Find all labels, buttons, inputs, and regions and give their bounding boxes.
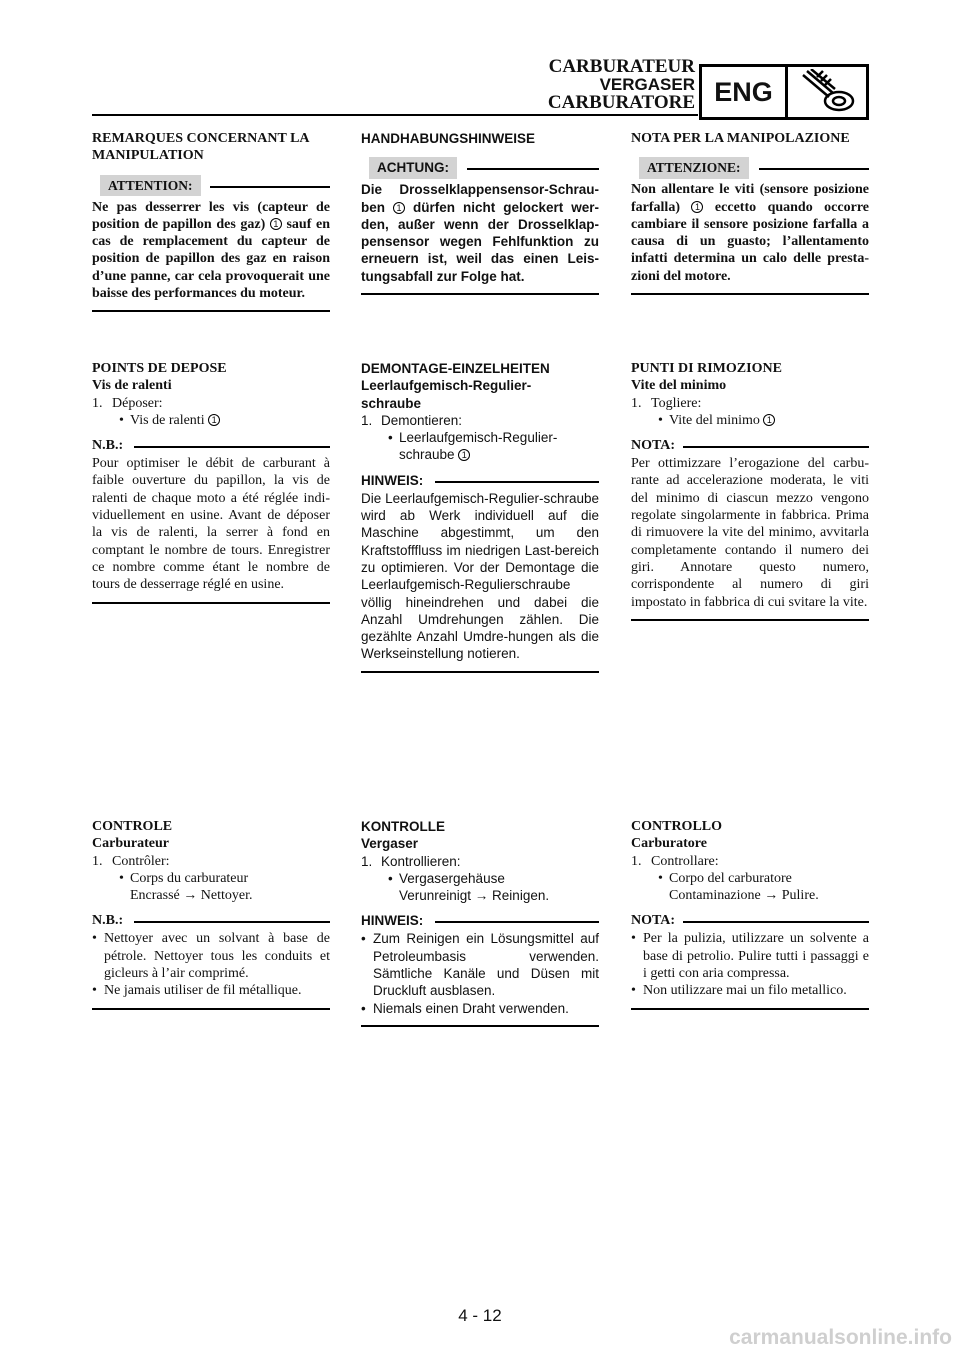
caution-text-b: sauf en cas de remplacement du capteur de position de papillon des gaz en raison d’une panne, car cela provoquerait une baisse des performances du moteur. — [92, 216, 330, 302]
step — [631, 853, 869, 870]
removal-fr-title: POINTS DE DEPOSE — [92, 361, 227, 376]
removal-de-subtitle: Leerlaufgemisch-Regulier-schraube — [361, 378, 532, 411]
handling-it-title: NOTA PER LA MANIPOLAZIONE — [631, 131, 850, 146]
note-bullet: • Niemals einen Draht verwenden. — [361, 1000, 569, 1016]
item-condition: Contaminazione → Pulire. — [669, 888, 819, 904]
removal-it — [631, 360, 869, 621]
note-bullet: • Zum Reinigen ein Lösungsmittel auf Petroleumbasis verwenden. Sämtliche Kanäle und Düsen mit Druckluft ausblasen. — [361, 931, 599, 999]
ref-marker: 1 — [393, 202, 405, 214]
ref-marker: 1 — [208, 414, 220, 426]
note-label: HINWEIS: — [361, 913, 424, 929]
note-label: NOTA: — [631, 438, 676, 454]
title-it: CARBURATORE — [547, 92, 695, 113]
note-text: Pour optimiser le débit de carburant à faible ouverture du papillon, la vis de ralenti de chaque moto a été réglée indi-viduellement en usine. Avant de déposer la vis de ralenti, la serrer à fond en comptant le nombre de tours. Enregistrer ce nombre comme étant le nombre de tours de desserrage réglé en usine. — [92, 456, 330, 593]
handling-fr-title: REMARQUES CONCERNANT LA MANIPULATION — [92, 131, 309, 164]
note-bullet: • Nettoyer avec un solvant à base de pétrole. Nettoyer tous les conduits et gicleurs à l’air comprimé. — [92, 931, 330, 982]
caution-text — [361, 181, 599, 285]
caution-label: ACHTUNG: — [369, 157, 457, 178]
note-rule — [435, 921, 599, 923]
note-bullet: • Per la pulizia, utilizzare un solvente a base di petrolio. Pulire tutti i passaggi e i getti con aria compressa. — [631, 931, 869, 982]
caution-label: ATTENZIONE: — [639, 157, 749, 178]
caution-header — [92, 165, 330, 195]
block-end-rule — [92, 1008, 330, 1010]
note-text: Per ottimizzare l’erogazione del carbu-rante ad accelerazione moderata, le viti del minimo di ciascun mezzo vengono regolate singolarmente in fabbrica. Prima di rimuovere la vite del minimo, avvitarla completamente contando il numero dei giri. Annotare questo numero, corrispondente al numero di giri impostato in fabbrica di cui svitare la vite. — [631, 456, 869, 610]
step — [631, 395, 869, 412]
note-bullet-text: Nettoyer avec un solvant à base de pétrole. Nettoyer tous les conduits et gicleurs à l’air comprimé. — [104, 931, 330, 982]
caution-text-a: Non allentare le viti (sensore posizione farfalla) — [631, 182, 869, 215]
bullet: • — [388, 430, 393, 446]
item-condition: Encrassé → Nettoyer. — [130, 888, 253, 904]
note-header — [631, 912, 869, 930]
bullet: • — [658, 412, 663, 428]
step-number: 1. — [92, 395, 103, 411]
ref-marker: 1 — [270, 218, 282, 230]
step — [361, 853, 599, 870]
item-text: Vis de ralenti — [130, 412, 205, 428]
page-number: 4 - 12 — [458, 1306, 502, 1325]
item-text: Vergasergehäuse — [399, 870, 505, 886]
block-end-rule — [361, 1025, 599, 1027]
block-end-rule — [92, 310, 330, 312]
step-number: 1. — [631, 395, 642, 411]
inspection-fr-title: CONTROLE — [92, 819, 173, 834]
removal-fr — [92, 360, 330, 604]
ref-marker: 1 — [763, 414, 775, 426]
caution-text — [631, 181, 869, 285]
note-label: N.B.: — [92, 438, 124, 454]
header-rule — [92, 114, 698, 116]
step-text: Déposer: — [112, 395, 163, 411]
step-item — [361, 870, 599, 887]
step-text: Contrôler: — [112, 853, 170, 869]
item-text: Leerlaufgemisch-Regulier-schraube — [399, 430, 558, 463]
note-rule — [134, 921, 330, 923]
removal-fr-subtitle: Vis de ralenti — [92, 378, 172, 394]
engine-icon — [788, 67, 866, 117]
item-text: Vite del minimo — [669, 412, 760, 428]
inspection-de-subtitle: Vergaser — [361, 836, 419, 852]
removal-it-subtitle: Vite del minimo — [631, 378, 727, 394]
bullet: • — [658, 870, 663, 886]
note-bullet: • Ne jamais utiliser de fil métallique. — [92, 983, 302, 999]
handling-it — [631, 130, 869, 295]
step-item — [92, 870, 330, 887]
note-label: N.B.: — [92, 913, 124, 929]
note-rule — [435, 481, 599, 483]
removal-de-title: DEMONTAGE-EINZELHEITEN — [361, 361, 550, 376]
note-bullet-text: Zum Reinigen ein Lösungsmittel auf Petroleumbasis verwenden. Sämtliche Kanäle und Düsen mit Druckluft ausblasen. — [373, 931, 599, 999]
caution-header — [361, 147, 599, 177]
note-label: HINWEIS: — [361, 472, 424, 488]
note-bullet-text: Per la pulizia, utilizzare un solvente a base di petrolio. Pulire tutti i passaggi e i getti con aria compressa. — [643, 931, 869, 982]
step-item — [361, 429, 599, 464]
item-text: Corpo del carburatore — [669, 870, 792, 886]
handling-de-title: HANDHABUNGSHINWEISE — [361, 131, 536, 146]
chapter-label: ENG — [702, 67, 788, 117]
inspection-it — [631, 818, 869, 1010]
note-bullet: • Non utilizzare mai un filo metallico. — [631, 983, 847, 999]
note-bullet-text: Ne jamais utiliser de fil métallique. — [104, 983, 302, 999]
step-number: 1. — [631, 853, 642, 869]
inspection-fr-subtitle: Carburateur — [92, 836, 169, 852]
caution-text-a: Die Drosselklappensensor-Schrau-ben — [361, 182, 599, 215]
note-bullet-text: Niemals einen Draht verwenden. — [373, 1000, 569, 1016]
ref-marker: 1 — [691, 201, 703, 213]
item-condition: Verunreinigt → Reinigen. — [399, 888, 550, 904]
caution-rule — [759, 168, 869, 170]
step-number: 1. — [361, 853, 373, 869]
removal-it-title: PUNTI DI RIMOZIONE — [631, 361, 782, 376]
note-header — [361, 472, 599, 490]
caution-text — [92, 199, 330, 303]
watermark: carmanualsonline.info — [729, 1326, 952, 1349]
handling-fr — [92, 130, 330, 312]
step-item — [92, 412, 330, 429]
caution-text-b: dürfen nicht gelockert wer-den, außer wenn der Drosselklap-pensensor wegen Fehlfunktion zu erneuern ist, weil das einen Leis-tungsabfall zur Folge hat. — [361, 199, 599, 284]
bullet: • — [119, 870, 124, 886]
inspection-fr — [92, 818, 330, 1010]
note-header — [631, 437, 869, 455]
title-de: VERGASER — [599, 75, 695, 94]
step-item — [631, 870, 869, 887]
caution-rule — [210, 186, 330, 188]
bullet: • — [388, 870, 393, 886]
step — [92, 395, 330, 412]
chapter-badge — [699, 64, 869, 120]
caution-text-a: Ne pas desserrer les vis (capteur de position de papillon des gaz) — [92, 199, 330, 232]
bullet: • — [119, 412, 124, 428]
note-rule — [683, 921, 869, 923]
caution-rule — [467, 168, 599, 170]
inspection-de-title: KONTROLLE — [361, 819, 445, 834]
caution-header — [631, 147, 869, 177]
ref-marker: 1 — [458, 449, 470, 461]
block-end-rule — [631, 293, 869, 295]
inspection-it-subtitle: Carburatore — [631, 836, 707, 852]
caution-text-b: eccetto quando occorre cambiare il sensore posizione farfalla a causa di un guasto; l’allentamento infatti determina un calo delle presta-zioni del motore. — [631, 199, 869, 284]
note-header — [92, 437, 330, 455]
section-title — [548, 58, 695, 112]
removal-de — [361, 360, 599, 673]
block-end-rule — [361, 293, 599, 295]
block-end-rule — [631, 1008, 869, 1010]
step-number: 1. — [92, 853, 103, 869]
block-end-rule — [92, 602, 330, 604]
step-number: 1. — [361, 412, 373, 428]
item-text: Corps du carburateur — [130, 870, 249, 886]
note-bullet-text: Non utilizzare mai un filo metallico. — [643, 983, 847, 999]
block-end-rule — [361, 671, 599, 673]
handling-de — [361, 130, 599, 295]
title-fr: CARBURATEUR — [548, 56, 695, 77]
caution-label: ATTENTION: — [100, 175, 201, 196]
step-text: Kontrollieren: — [381, 853, 461, 869]
step-text: Controllare: — [651, 853, 719, 869]
step-item — [631, 412, 869, 429]
step — [92, 853, 330, 870]
step-text: Demontieren: — [381, 412, 463, 428]
note-label: NOTA: — [631, 913, 676, 929]
note-header — [92, 912, 330, 930]
note-text: Die Leerlaufgemisch-Regulier-schraube wird ab Werk individuell auf die Maschine abgestimmt, um den Kraftstofffluss im niedrigen Last-bereich zu optimieren. Vor der Demontage die Leerlaufgemisch-Regulierschraube völlig hineindrehen und dabei die Anzahl Umdrehungen zählen. Die gezählte Anzahl Umdre-hungen als die Werkseinstellung notieren. — [361, 490, 599, 662]
step — [361, 412, 599, 429]
note-rule — [134, 446, 330, 448]
inspection-de — [361, 818, 599, 1027]
block-end-rule — [631, 619, 869, 621]
step-text: Togliere: — [651, 395, 702, 411]
note-rule — [683, 446, 869, 448]
note-header — [361, 912, 599, 930]
inspection-it-title: CONTROLLO — [631, 819, 723, 834]
